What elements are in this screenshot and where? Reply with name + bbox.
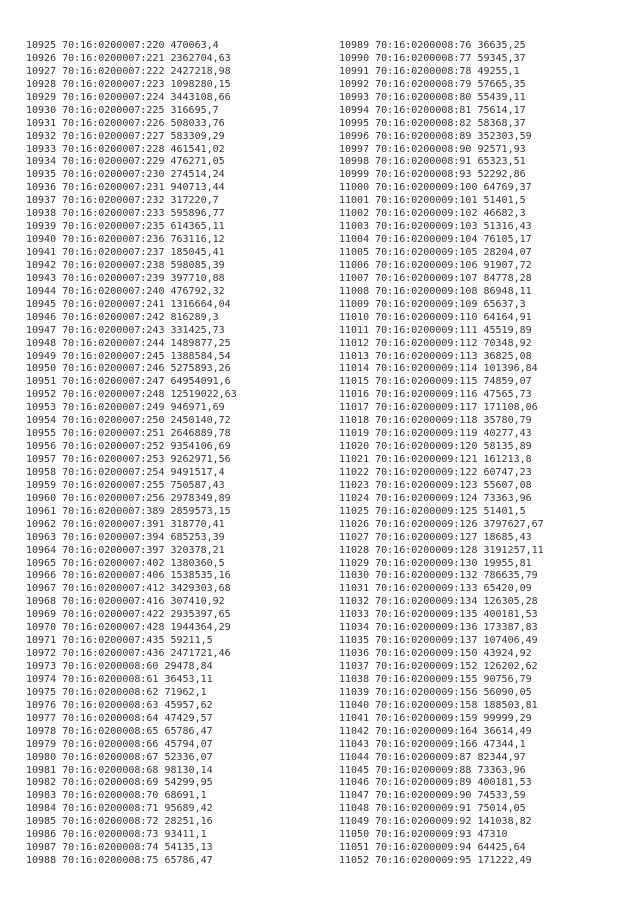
table-row: 11000 70:16:0200009:100 64769,37	[339, 182, 532, 194]
table-row: 10975 70:16:0200008:62 71962,1	[26, 686, 207, 698]
table-row: 10954 70:16:0200007:250 2450140,72	[26, 415, 231, 427]
table-row: 11029 70:16:0200009:130 19955,81	[339, 557, 532, 569]
table-row: 10982 70:16:0200008:69 54299,95	[26, 777, 213, 789]
table-row: 11011 70:16:0200009:111 45519,89	[339, 324, 532, 336]
table-row: 10931 70:16:0200007:226 508033,76	[26, 117, 225, 129]
table-row: 10970 70:16:0200007:428 1944364,29	[26, 622, 231, 634]
table-row: 10992 70:16:0200008:79 57665,35	[339, 78, 526, 90]
table-row: 11033 70:16:0200009:135 400181,53	[339, 609, 538, 621]
table-row: 11012 70:16:0200009:112 70348,92	[339, 337, 532, 349]
table-row: 11044 70:16:0200009:87 82344,97	[339, 751, 526, 763]
table-row: 11004 70:16:0200009:104 76105,17	[339, 234, 532, 246]
table-row: 10934 70:16:0200007:229 476271,05	[26, 156, 225, 168]
table-row: 10938 70:16:0200007:233 595896,77	[26, 208, 225, 220]
table-row: 10932 70:16:0200007:227 583309,29	[26, 130, 225, 142]
table-row: 10990 70:16:0200008:77 59345,37	[339, 52, 526, 64]
table-row: 10956 70:16:0200007:252 9354106,69	[26, 441, 231, 453]
table-row: 10959 70:16:0200007:255 750587,43	[26, 479, 225, 491]
table-row: 10941 70:16:0200007:237 185045,41	[26, 247, 225, 258]
table-row: 10927 70:16:0200007:222 2427218,98	[26, 65, 231, 77]
left-column	[26, 40, 237, 868]
table-row: 11041 70:16:0200009:159 99999,29	[339, 712, 532, 724]
table-row: 10958 70:16:0200007:254 9491517,4	[26, 466, 225, 478]
table-row: 11035 70:16:0200009:137 107406,49	[339, 635, 538, 647]
table-row: 10940 70:16:0200007:236 763116,12	[26, 234, 225, 246]
table-row: 10950 70:16:0200007:246 5275893,26	[26, 363, 231, 375]
table-row: 11026 70:16:0200009:126 3797627,67	[339, 518, 544, 530]
table-row: 10961 70:16:0200007:389 2859573,15	[26, 505, 231, 517]
table-row: 10994 70:16:0200008:81 75614,17	[339, 104, 526, 116]
table-row: 11013 70:16:0200009:113 36825,08	[339, 350, 532, 362]
table-row: 11009 70:16:0200009:109 65637,3	[339, 298, 526, 310]
table-row: 10935 70:16:0200007:230 274514,24	[26, 169, 225, 181]
table-row: 10986 70:16:0200008:73 93411,1	[26, 829, 207, 841]
table-row: 10951 70:16:0200007:247 64954091,6	[26, 376, 231, 388]
table-row: 11034 70:16:0200009:136 173387,83	[339, 622, 538, 634]
table-row: 10981 70:16:0200008:68 98130,14	[26, 764, 213, 776]
table-row: 11021 70:16:0200009:121 161213,8	[339, 454, 532, 465]
table-row: 11022 70:16:0200009:122 60747,23	[339, 466, 532, 478]
table-row: 10996 70:16:0200008:89 352303,59	[339, 130, 532, 142]
table-row: 11024 70:16:0200009:124 73363,96	[339, 492, 532, 504]
table-row: 10966 70:16:0200007:406 1538535,16	[26, 570, 231, 582]
table-row: 10949 70:16:0200007:245 1388584,54	[26, 350, 231, 362]
table-row: 10976 70:16:0200008:63 45957,62	[26, 699, 213, 711]
table-row: 11036 70:16:0200009:150 43924,92	[339, 648, 532, 660]
table-row: 10926 70:16:0200007:221 2362704,63	[26, 52, 231, 64]
table-row: 10983 70:16:0200008:70 68691,1	[26, 790, 207, 802]
table-row: 10973 70:16:0200008:60 29478,84	[26, 661, 213, 672]
table-row: 10936 70:16:0200007:231 940713,44	[26, 182, 225, 194]
table-row: 11051 70:16:0200009:94 64425,64	[339, 842, 526, 854]
table-row: 10978 70:16:0200008:65 65786,47	[26, 725, 213, 737]
table-row: 10930 70:16:0200007:225 316695,7	[26, 104, 219, 116]
table-row: 11014 70:16:0200009:114 101396,84	[339, 363, 538, 375]
table-row: 11047 70:16:0200009:90 74533,59	[339, 790, 526, 802]
table-row: 11046 70:16:0200009:89 400181,53	[339, 777, 532, 789]
table-row: 11006 70:16:0200009:106 91907,72	[339, 259, 532, 271]
table-row: 10948 70:16:0200007:244 1489877,25	[26, 337, 231, 349]
table-row: 11017 70:16:0200009:117 171108,06	[339, 402, 538, 414]
table-row: 11043 70:16:0200009:166 47344,1	[339, 738, 526, 750]
table-row: 11040 70:16:0200009:158 188503,81	[339, 699, 538, 711]
table-row: 10947 70:16:0200007:243 331425,73	[26, 324, 225, 336]
table-row: 11005 70:16:0200009:105 28204,07	[339, 247, 532, 258]
table-row: 10971 70:16:0200007:435 59211,5	[26, 635, 213, 647]
table-row: 10974 70:16:0200008:61 36453,11	[26, 673, 213, 685]
table-row: 10977 70:16:0200008:64 47429,57	[26, 712, 213, 724]
table-row: 11010 70:16:0200009:110 64164,91	[339, 311, 532, 323]
table-row: 11049 70:16:0200009:92 141038,82	[339, 816, 532, 828]
table-row: 10985 70:16:0200008:72 28251,16	[26, 816, 213, 828]
table-row: 11031 70:16:0200009:133 65420,09	[339, 583, 532, 595]
table-row: 10964 70:16:0200007:397 320378,21	[26, 544, 225, 556]
table-row: 10991 70:16:0200008:78 49255,1	[339, 65, 520, 77]
right-column	[339, 40, 544, 868]
table-row: 11020 70:16:0200009:120 58135,89	[339, 441, 532, 453]
table-row: 10972 70:16:0200007:436 2471721,46	[26, 648, 231, 660]
table-row: 10944 70:16:0200007:240 476792,32	[26, 285, 225, 297]
table-row: 11045 70:16:0200009:88 73363,96	[339, 764, 526, 776]
table-row: 11037 70:16:0200009:152 126202,62	[339, 661, 538, 672]
table-row: 11008 70:16:0200009:108 86948,11	[339, 285, 532, 297]
table-row: 10968 70:16:0200007:416 307410,92	[26, 596, 225, 608]
table-row: 10957 70:16:0200007:253 9262971,56	[26, 454, 231, 465]
table-row: 11028 70:16:0200009:128 3191257,11	[339, 544, 544, 556]
table-row: 10965 70:16:0200007:402 1380360,5	[26, 557, 225, 569]
table-row: 11048 70:16:0200009:91 75014,05	[339, 803, 526, 815]
table-row: 11050 70:16:0200009:93 47310	[339, 829, 508, 841]
table-row: 10942 70:16:0200007:238 598085,39	[26, 259, 225, 271]
table-row: 11027 70:16:0200009:127 18685,43	[339, 531, 532, 543]
table-row: 11015 70:16:0200009:115 74859,07	[339, 376, 532, 388]
table-row: 10955 70:16:0200007:251 2646889,78	[26, 428, 231, 440]
table-row: 10960 70:16:0200007:256 2978349,89	[26, 492, 231, 504]
table-row: 11032 70:16:0200009:134 126305,28	[339, 596, 538, 608]
table-row: 10995 70:16:0200008:82 58368,37	[339, 117, 526, 129]
table-row: 11039 70:16:0200009:156 56090,05	[339, 686, 532, 698]
table-row: 10989 70:16:0200008:76 36635,25	[339, 40, 526, 51]
table-row: 10997 70:16:0200008:90 92571,93	[339, 143, 526, 155]
table-row: 11042 70:16:0200009:164 36614,49	[339, 725, 532, 737]
table-row: 11001 70:16:0200009:101 51401,5	[339, 195, 526, 207]
table-row: 10967 70:16:0200007:412 3429303,68	[26, 583, 231, 595]
table-row: 10984 70:16:0200008:71 95689,42	[26, 803, 213, 815]
table-row: 10993 70:16:0200008:80 55439,11	[339, 91, 526, 103]
table-row: 10933 70:16:0200007:228 461541,02	[26, 143, 225, 155]
table-row: 10987 70:16:0200008:74 54135,13	[26, 842, 213, 854]
table-row: 10980 70:16:0200008:67 52336,07	[26, 751, 213, 763]
table-row: 10925 70:16:0200007:220 470063,4	[26, 40, 219, 51]
table-row: 10943 70:16:0200007:239 397710,88	[26, 272, 225, 284]
table-row: 11019 70:16:0200009:119 40277,43	[339, 428, 532, 440]
table-row: 11016 70:16:0200009:116 47565,73	[339, 389, 532, 401]
table-row: 11025 70:16:0200009:125 51401,5	[339, 505, 526, 517]
table-row: 10929 70:16:0200007:224 3443108,66	[26, 91, 231, 103]
table-row: 11007 70:16:0200009:107 84778,28	[339, 272, 532, 284]
table-row: 10988 70:16:0200008:75 65786,47	[26, 855, 213, 867]
table-row: 11052 70:16:0200009:95 171222,49	[339, 855, 532, 867]
table-row: 10999 70:16:0200008:93 52292,86	[339, 169, 526, 181]
table-row: 10928 70:16:0200007:223 1098280,15	[26, 78, 231, 90]
table-row: 11018 70:16:0200009:118 35780,79	[339, 415, 532, 427]
table-row: 10953 70:16:0200007:249 946971,69	[26, 402, 225, 414]
table-row: 10963 70:16:0200007:394 685253,39	[26, 531, 225, 543]
table-row: 10952 70:16:0200007:248 12519022,63	[26, 389, 237, 401]
table-row: 11038 70:16:0200009:155 90756,79	[339, 673, 532, 685]
table-row: 10946 70:16:0200007:242 816289,3	[26, 311, 219, 323]
table-row: 11023 70:16:0200009:123 55607,08	[339, 479, 532, 491]
table-row: 10937 70:16:0200007:232 317220,7	[26, 195, 219, 207]
table-row: 10998 70:16:0200008:91 65323,51	[339, 156, 526, 168]
table-row: 10939 70:16:0200007:235 614365,11	[26, 221, 225, 233]
table-row: 10979 70:16:0200008:66 45794,07	[26, 738, 213, 750]
table-row: 10969 70:16:0200007:422 2935397,65	[26, 609, 231, 621]
table-row: 11003 70:16:0200009:103 51316,43	[339, 221, 532, 233]
table-row: 10962 70:16:0200007:391 318770,41	[26, 518, 225, 530]
table-row: 11030 70:16:0200009:132 786635,79	[339, 570, 538, 582]
table-row: 11002 70:16:0200009:102 46682,3	[339, 208, 526, 220]
table-row: 10945 70:16:0200007:241 1316664,04	[26, 298, 231, 310]
